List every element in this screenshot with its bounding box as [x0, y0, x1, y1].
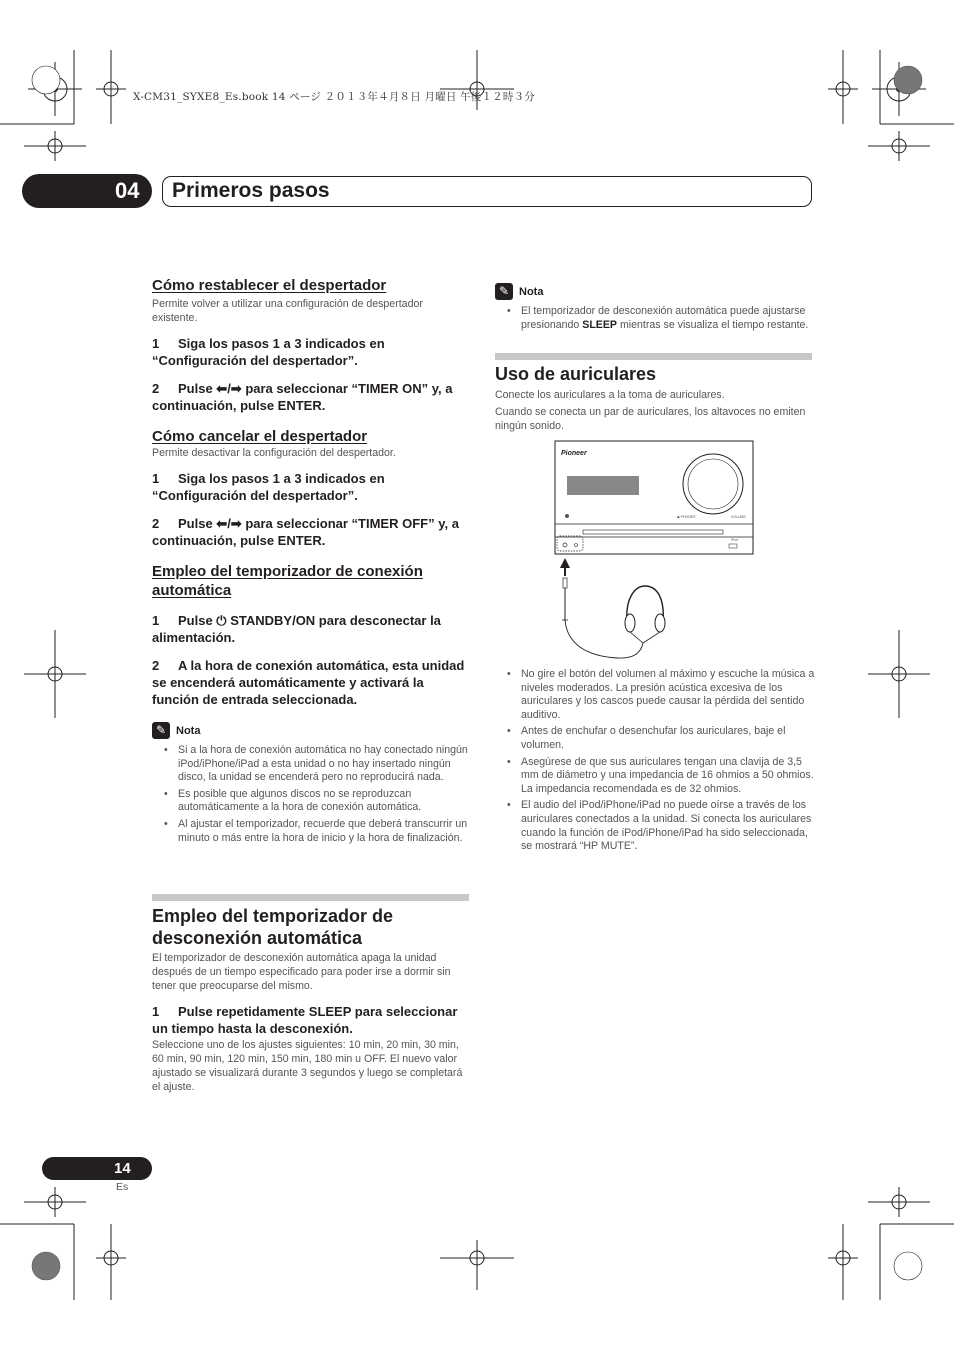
right-column-section [495, 363, 812, 433]
list-item: • Al ajustar el temporizador, recuerde que deberá transcurrir un minuto o más entre la hora de inicio y la hora de finalización. [152, 818, 470, 845]
chapter-number: 04 [22, 174, 152, 208]
step-number: 1 [152, 1004, 160, 1019]
note-pencil-icon: ✎ [152, 722, 170, 739]
print-header: X-CM31_SYXE8_Es.book 14 ページ ２０１３年４月８日 月曜日 午後１２時３分 [133, 91, 535, 103]
left-right-arrows-icon: ⬅/➡ [216, 381, 242, 396]
list-item: • Es posible que algunos discos no se reproduzcan automáticamente a la hora de conexión automática. [152, 788, 470, 815]
chapter-title: Primeros pasos [172, 179, 330, 202]
step-number: 2 [152, 381, 160, 396]
disc-slot [583, 530, 723, 534]
note-header [495, 283, 812, 300]
section-desc: Conecte los auriculares a la toma de auriculares. [495, 389, 725, 401]
step-text: para seleccionar “TIMER OFF” y, a continuación, pulse ENTER. [152, 516, 459, 548]
step-desc: Seleccione uno de los ajustes siguientes: 10 min, 20 min, 30 min, 60 min, 90 min, 120 min, 150 min, 180 min u OFF. El nuevo valor ajustado se visualizará durante 3 segundos y luego se completará el ajuste. [152, 1039, 463, 1093]
note-pencil-icon: ✎ [495, 283, 513, 300]
page-number: 14 [42, 1157, 152, 1180]
step-text: Pulse repetidamente SLEEP para seleccionar un tiempo hasta la desconexión. [152, 1004, 458, 1036]
language-code: Es [116, 1181, 129, 1193]
step-1 [152, 612, 470, 646]
step-1 [152, 470, 470, 504]
left-column [152, 276, 470, 848]
device-label: VOLUME [731, 515, 746, 519]
step-text: Pulse [178, 613, 217, 628]
note-list [152, 744, 470, 845]
device-label: iPod [731, 538, 739, 542]
step-text: Siga los pasos 1 a 3 indicados en “Configuración del despertador”. [152, 336, 385, 368]
section-divider [152, 894, 469, 901]
headphone-connection-illustration [545, 438, 760, 663]
phones-jack [563, 543, 567, 547]
step-number: 1 [152, 471, 160, 486]
list-item: • Asegúrese de que sus auriculares tengan una clavija de 3,5 mm de diámetro y una impedancia de 16 ohmios a 50 ohmios. La impedancia recomendada es de 32 ohmios. [495, 756, 815, 797]
section-desc: El temporizador de desconexión automática apaga la unidad después de un tiempo especificado para poder irse a dormir sin tener que preocuparse del mismo. [152, 952, 451, 992]
brand-logo: Pioneer [561, 450, 587, 457]
step-number: 1 [152, 613, 160, 628]
section-title-headphones: Uso de auriculares [495, 364, 657, 384]
step-1 [152, 1003, 470, 1037]
step-text: STANDBY/ON para desconectar la alimentación. [152, 613, 441, 645]
list-item: • Antes de enchufar o desenchufar los auriculares, baje el volumen. [495, 725, 815, 752]
note-bold: SLEEP [582, 318, 618, 331]
headphones-right-cup [655, 614, 665, 632]
step-text: Siga los pasos 1 a 3 indicados en “Configuración del despertador”. [152, 471, 385, 503]
step-1 [152, 335, 470, 369]
step-text: Pulse [178, 516, 217, 531]
step-2 [152, 657, 470, 708]
usb-port [729, 544, 737, 548]
display-panel [567, 476, 639, 495]
left-right-arrows-icon: ⬅/➡ [216, 516, 242, 531]
power-icon: ⏻ [216, 613, 227, 628]
step-text: para seleccionar “TIMER ON” y, a continuación, pulse ENTER. [152, 381, 453, 413]
note-label: Nota [519, 285, 544, 298]
list-item [495, 305, 812, 332]
headphone-plug [563, 578, 567, 588]
headphone-tips-list [495, 668, 815, 857]
list-item: • El audio del iPod/iPhone/iPad no puede oírse a través de los auriculares conectados a la unidad. Si conecta los auriculares cuando la función de iPod/iPhone/iPad ha sido seleccionada, se mostrará “HP MUTE”. [495, 799, 815, 853]
standby-indicator [565, 514, 569, 518]
device-label: ◆ PHONES [677, 515, 696, 519]
note-header [152, 722, 470, 739]
headphones-left-cup [625, 614, 635, 632]
step-text: Pulse [178, 381, 217, 396]
step-number: 2 [152, 658, 160, 673]
section-divider [495, 353, 812, 360]
step-text: A la hora de conexión automática, esta unidad se encenderá automáticamente y activará la función de entrada seleccionada. [152, 658, 465, 707]
note-label: Nota [176, 724, 201, 737]
note-text: El temporizador de desconexión automática puede ajustarse presionando [521, 305, 806, 331]
section-title-sleep-timer: Empleo del temporizador de desconexión automática [152, 906, 394, 948]
list-item: • Si a la hora de conexión automática no hay conectado ningún iPod/iPhone/iPad a esta unidad o no hay insertado ningún disco, la unidad se encenderá pero no reproducirá nada. [152, 744, 470, 785]
note-text: mientras se visualiza el tiempo restante. [617, 318, 809, 331]
step-2 [152, 380, 470, 414]
section-desc: Permite desactivar la configuración del despertador. [152, 447, 396, 459]
section-title-cancel-alarm: Cómo cancelar el despertador [152, 428, 368, 445]
section-desc: Permite volver a utilizar una configuración de despertador existente. [152, 298, 423, 324]
step-number: 1 [152, 336, 160, 351]
step-2 [152, 515, 470, 549]
section-title-auto-on-timer: Empleo del temporizador de conexión automática [152, 563, 423, 599]
note-list [495, 305, 812, 332]
left-column-bottom [152, 905, 470, 1094]
section-desc: Cuando se conecta un par de auriculares, los altavoces no emiten ningún sonido. [495, 406, 806, 432]
step-number: 2 [152, 516, 160, 531]
right-column-note [495, 283, 812, 335]
section-title-reset-alarm: Cómo restablecer el despertador [152, 277, 387, 294]
list-item: • No gire el botón del volumen al máximo y escuche la música a niveles moderados. La presión acústica excesiva de los auriculares y los cascos puede causar la pérdida del sentido auditivo. [495, 668, 815, 722]
